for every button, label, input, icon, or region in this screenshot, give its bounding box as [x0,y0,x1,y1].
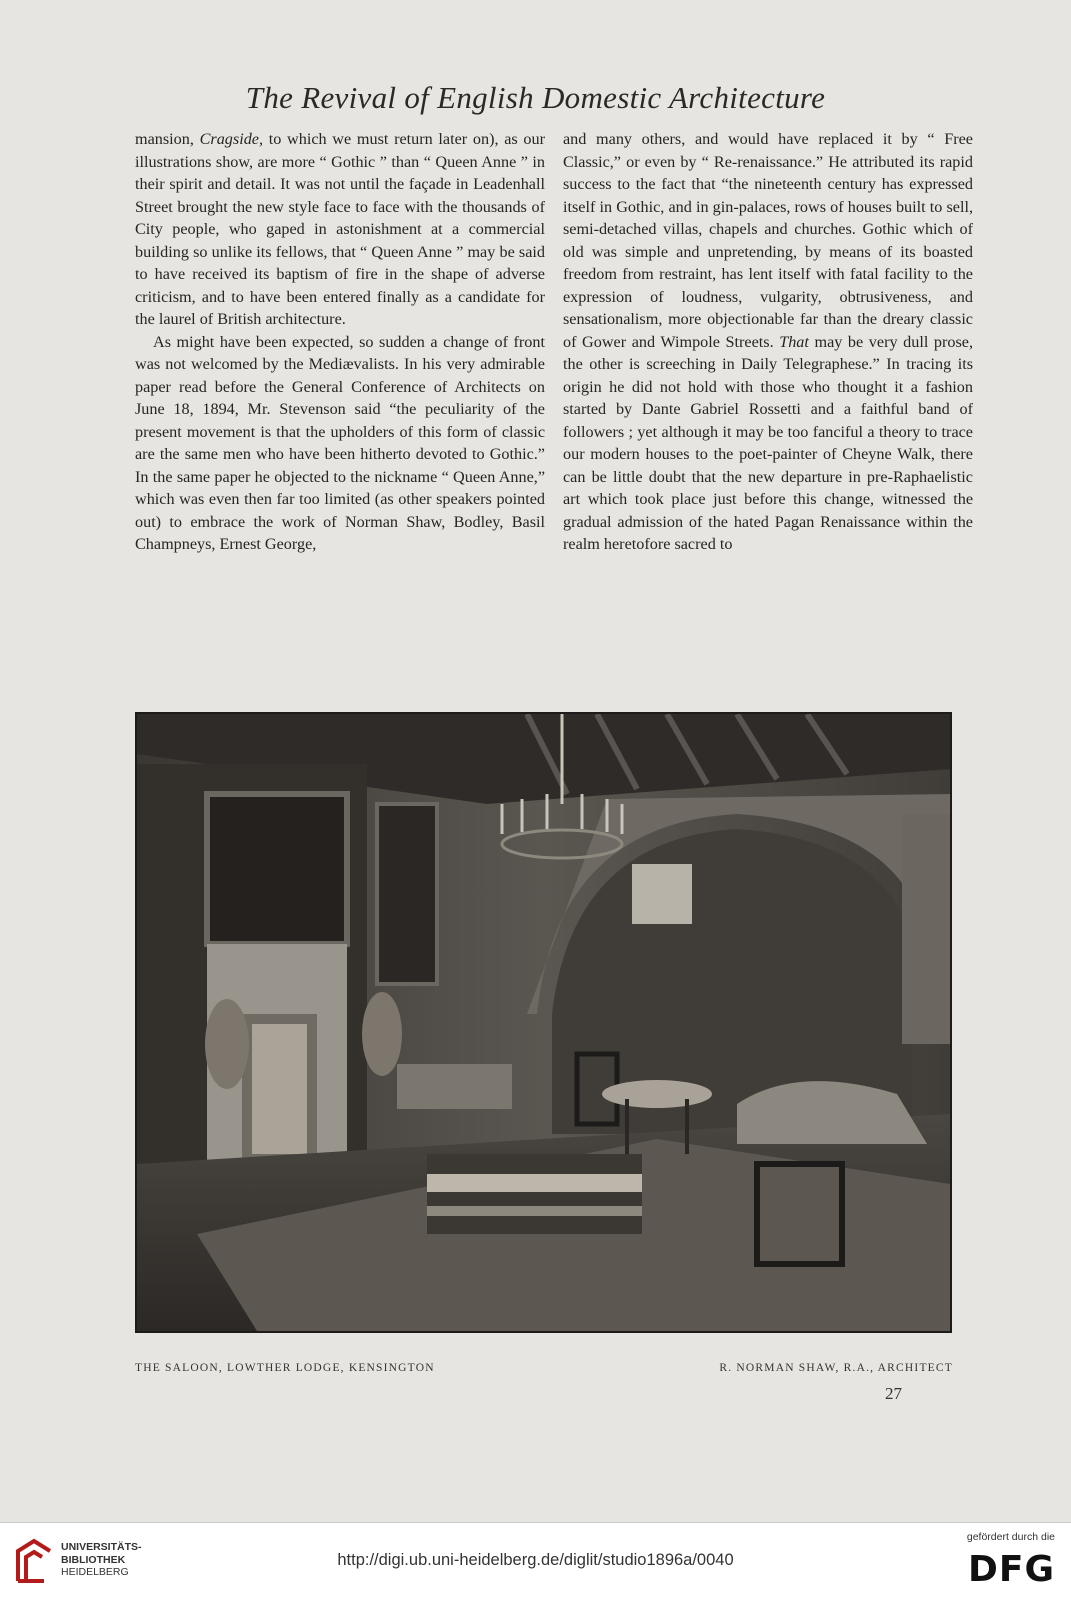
running-head: The Revival of English Domestic Architecture [245,80,826,115]
saloon-photograph [135,712,952,1333]
permalink-url[interactable]: http://digi.ub.uni-heidelberg.de/diglit/studio1896a/0040 [337,1551,734,1569]
italic-that: That [779,332,809,351]
plate-caption-title: THE SALOON, LOWTHER LODGE, KENSINGTON [135,1362,435,1374]
university-library-name: UNIVERSITÄTS- BIBLIOTHEK HEIDELBERG [61,1541,142,1578]
page-number: 27 [885,1384,902,1403]
left-paragraph-2: As might have been expected, so sudden a change of front was not welcomed by the Mediævalists. In his very admirable paper read before the General Conference of Architects on June 18, 1894, Mr. Stevenson said “the peculiarity of the present movement is that the upholders of this form of classic are the same men who have been hitherto devoted to Gothic.” In the same paper he objected to the nickname “ Queen Anne,” which was even then far too limited (as other speakers pointed out) to embrace the work of Norman Shaw, Bodley, Basil Champneys, Ernest George, [135,332,545,553]
digitization-footer [0,1522,1071,1598]
funding-note: gefördert durch die [966,1531,1055,1543]
left-paragraph-1: mansion, Cragside, to which we must return later on), as our illustrations show, are more “ Gothic ” than “ Queen Anne ” in their spirit and detail. It was not until the façade in Leadenhall Street brought the new style face to face with the thousands of City people, who gaped in astonishment at a commercial building so unlike its fellows, that “ Queen Anne ” may be said to have received its baptism of fire in the shape of adverse criticism, and to have been entered finally as a candidate for the laurel of British architecture. [135,130,545,328]
plate-caption-architect: R. NORMAN SHAW, R.A., ARCHITECT [719,1362,953,1374]
saloon-interior-illustration [137,714,950,1331]
right-paragraph-1: and many others, and would have replaced it by “ Free Classic,” or even by “ Re-renaissance.” He attributed its rapid success to the fact that “the nineteenth century has expressed itself in Gothic, and in gin-palaces, rows of houses built to sell, semi-detached villas, chapels and churches. Gothic which of old was simple and unpretending, by means of its boasted freedom from restraint, has lent itself with fatal facility to the expression of loudness, vulgarity, obtrusiveness, and sensationalism, more objectionable far than the dreary classic of Gower and Wimpole Streets. That may be very dull prose, the other is screeching in Daily Telegraphese.” In tracing its origin he did not hold with those who thought it a fashion started by Dante Gabriel Rossetti and a faithful band of followers ; yet although it may be too fanciful a theory to trace our modern houses to the poet-painter of Cheyne Walk, there can be little doubt that the new departure in pre-Raphaelistic art which took place just before this change, witnessed the gradual admission of the hated Pagan Renaissance within the realm heretofore sacred to [563,130,973,553]
italic-cragside: Cragside, [199,130,264,148]
dfg-logo: DFG [967,1549,1055,1590]
left-text-column [135,128,545,556]
right-text-column [563,128,973,556]
